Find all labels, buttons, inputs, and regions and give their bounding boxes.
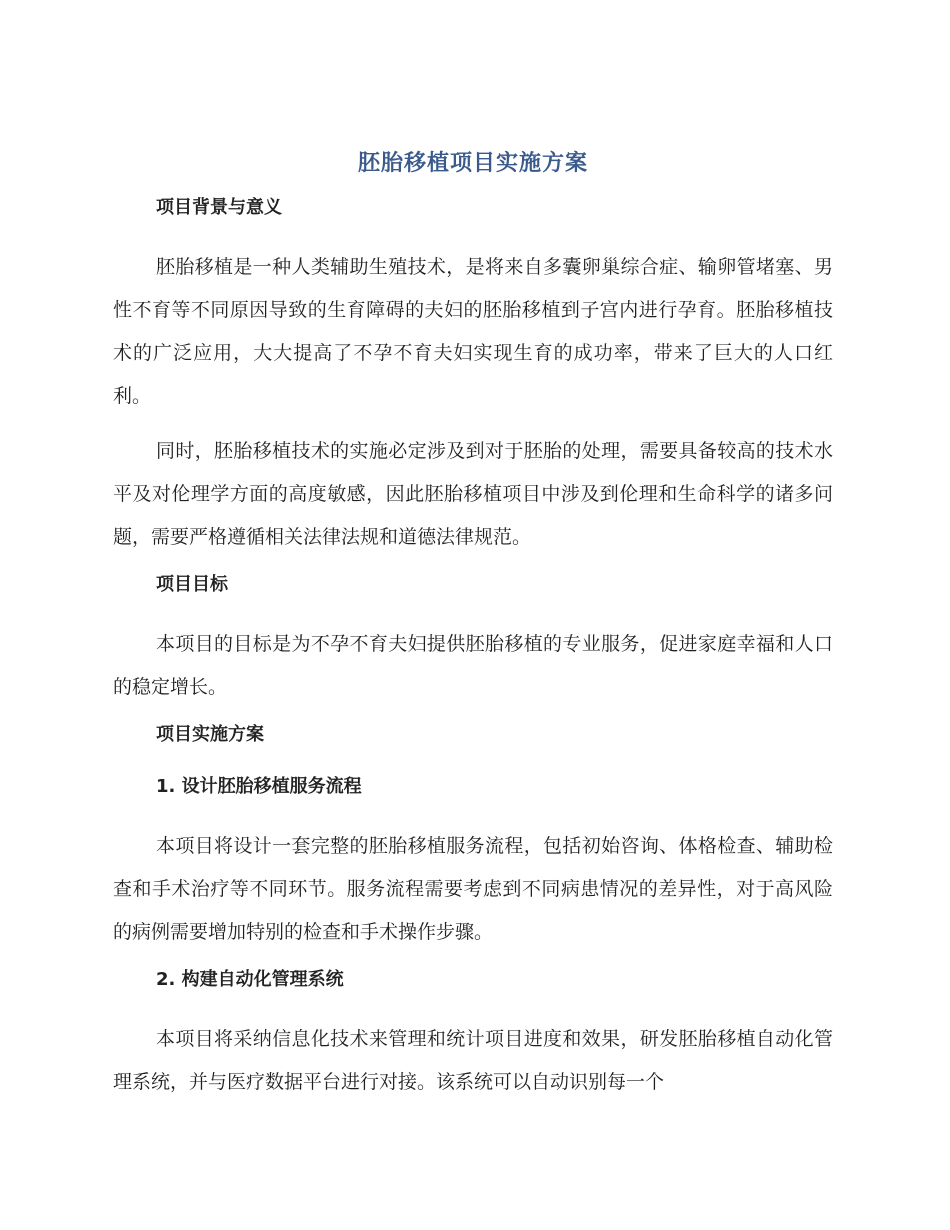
section-heading-goal: 项目目标 [156,574,228,595]
document-title: 胚胎移植项目实施方案 [357,151,588,176]
document-page [113,146,833,1116]
background-paragraph-1: 胚胎移植是一种人类辅助生殖技术，是将来自多囊卵巢综合症、输卵管堵塞、男性不育等不同原因导致的生育障碍的夫妇的胚胎移植到子宫内进行孕育。胚胎移植技术的广泛应用，大大提高了不孕不育夫妇实现生育的成功率，带来了巨大的人口红利。 [113,256,833,407]
step-1-paragraph: 本项目将设计一套完整的胚胎移植服务流程，包括初始咨询、体格检查、辅助检查和手术治疗等不同环节。服务流程需要考虑到不同病患情况的差异性，对于高风险的病例需要增加特别的检查和手术操作步骤。 [113,835,833,943]
step-2-heading: 2. 构建自动化管理系统 [156,969,344,990]
background-paragraph-2: 同时，胚胎移植技术的实施必定涉及到对于胚胎的处理，需要具备较高的技术水平及对伦理学方面的高度敏感，因此胚胎移植项目中涉及到伦理和生命科学的诸多问题，需要严格遵循相关法律法规和道德法律规范。 [113,440,833,548]
step-2-paragraph: 本项目将采纳信息化技术来管理和统计项目进度和效果，研发胚胎移植自动化管理系统，并与医疗数据平台进行对接。该系统可以自动识别每一个 [113,1028,833,1093]
section-heading-background: 项目背景与意义 [156,197,282,218]
section-heading-plan: 项目实施方案 [156,724,264,745]
step-1-heading: 1. 设计胚胎移植服务流程 [156,776,362,797]
goal-paragraph: 本项目的目标是为不孕不育夫妇提供胚胎移植的专业服务，促进家庭幸福和人口的稳定增长。 [113,633,833,698]
